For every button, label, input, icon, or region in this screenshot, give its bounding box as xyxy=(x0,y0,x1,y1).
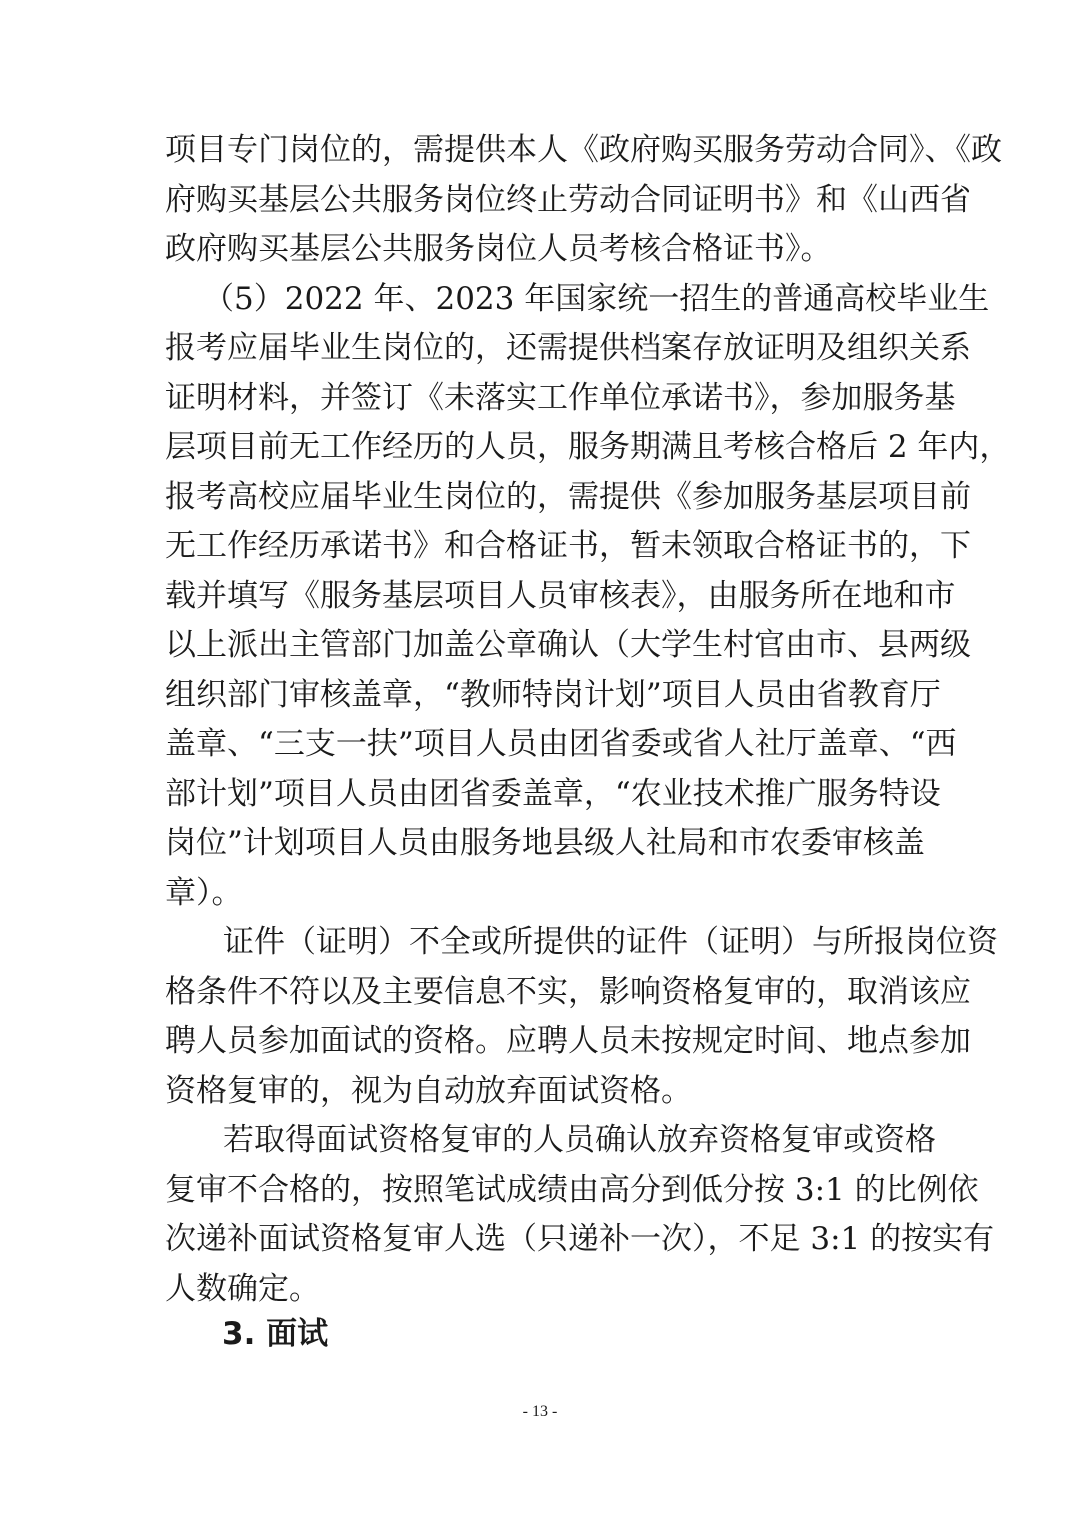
text-line: 章）。 xyxy=(165,874,243,911)
text-line: 部计划”项目人员由团省委盖章，“农业技术推广服务特设 xyxy=(165,775,941,812)
text-line: 资格复审的，视为自动放弃面试资格。 xyxy=(165,1072,692,1109)
text-line: 报考高校应届毕业生岗位的，需提供《参加服务基层项目前 xyxy=(165,478,971,515)
text-line: 盖章、“三支一扶”项目人员由团省委或省人社厅盖章、“西 xyxy=(165,726,957,762)
text-line: 次递补面试资格复审人选（只递补一次），不足 3:1 的按实有 xyxy=(165,1221,995,1257)
text-line: 政府购买基层公共服务岗位人员考核合格证书》。 xyxy=(165,231,832,267)
text-line: 以上派出主管部门加盖公章确认（大学生村官由市、县两级 xyxy=(165,627,971,663)
text-line: 报考应届毕业生岗位的，还需提供档案存放证明及组织关系 xyxy=(165,330,971,366)
text-line: 证件（证明）不全或所提供的证件（证明）与所报岗位资 xyxy=(223,924,998,960)
section-heading: 3. 面试 xyxy=(222,1316,329,1352)
text-line: 格条件不符以及主要信息不实，影响资格复审的，取消该应 xyxy=(165,973,971,1010)
text-line: 组织部门审核盖章，“教师特岗计划”项目人员由省教育厅 xyxy=(165,676,941,713)
text-line: （5）2022 年、2023 年国家统一招生的普通高校毕业生 xyxy=(203,280,990,317)
text-line: 岗位”计划项目人员由服务地县级人社局和市农委审核盖 xyxy=(165,825,925,861)
text-line: 项目专门岗位的，需提供本人《政府购买服务劳动合同》、《政 xyxy=(165,132,1002,168)
text-line: 聘人员参加面试的资格。应聘人员未按规定时间、地点参加 xyxy=(165,1023,971,1059)
page-number: - 13 - xyxy=(522,1403,558,1420)
text-line: 载并填写《服务基层项目人员审核表》，由服务所在地和市 xyxy=(165,577,956,614)
text-line: 府购买基层公共服务岗位终止劳动合同证明书》和《山西省 xyxy=(165,181,971,218)
text-line: 复审不合格的，按照笔试成绩由高分到低分按 3:1 的比例依 xyxy=(165,1171,979,1208)
text-line: 层项目前无工作经历的人员，服务期满且考核合格后 2 年内， xyxy=(165,429,1011,465)
text-line: 证明材料，并签订《未落实工作单位承诺书》，参加服务基 xyxy=(165,379,956,416)
text-line: 若取得面试资格复审的人员确认放弃资格复审或资格 xyxy=(223,1122,936,1158)
text-line: 无工作经历承诺书》和合格证书，暂未领取合格证书的，下 xyxy=(165,528,971,564)
text-line: 人数确定。 xyxy=(165,1270,320,1307)
